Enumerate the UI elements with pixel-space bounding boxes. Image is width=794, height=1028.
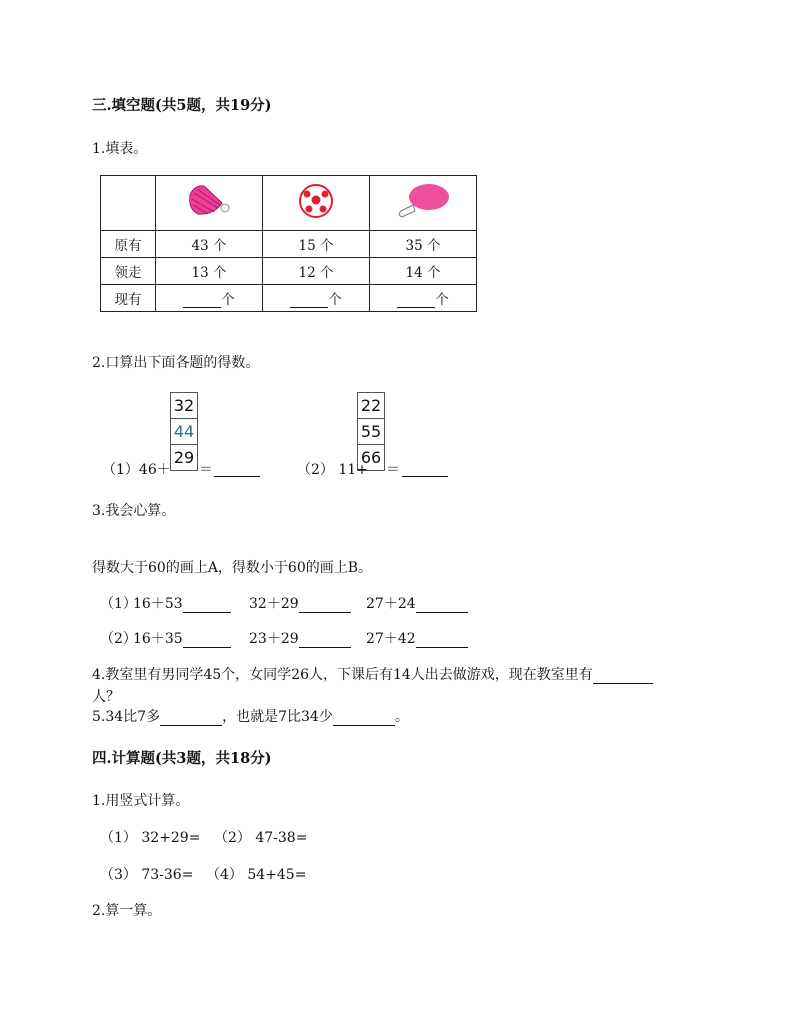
- table-cell: 12 个: [263, 258, 370, 285]
- unit-label: 个: [328, 292, 342, 308]
- answer-cell[interactable]: [370, 285, 477, 312]
- expression-prefix: （2） 11+: [297, 462, 368, 478]
- stack-number: 22: [358, 393, 384, 419]
- badminton-shuttlecock-icon: [184, 181, 234, 221]
- table-header-paddle: [370, 176, 477, 231]
- answer-blank[interactable]: [333, 711, 395, 726]
- expression-item: 27＋24: [366, 593, 468, 613]
- equals-sign: ＝: [386, 462, 400, 478]
- calc-item: （4） 54+45=: [206, 867, 307, 883]
- question-3-instruction: 得数大于60的画上A，得数小于60的画上B。: [92, 560, 373, 576]
- table-row: [101, 285, 477, 312]
- unit-label: 个: [221, 292, 235, 308]
- calc-item: （1） 32+29=: [100, 830, 201, 846]
- row-label: 现有: [101, 285, 156, 312]
- table-row: [101, 258, 477, 285]
- expression-item: 23＋29: [249, 628, 351, 648]
- stack-number: 44: [171, 419, 197, 445]
- table-header-shuttlecock: [156, 176, 263, 231]
- expression-item: 27＋42: [366, 628, 468, 648]
- stack-number: 32: [171, 393, 197, 419]
- section-title: 三.填空题(共5题，共19分): [92, 97, 272, 114]
- question-4-tail: 人？: [92, 689, 120, 705]
- calc-item: （2） 47-38=: [214, 830, 308, 846]
- question-2-prompt: 2.口算出下面各题的得数。: [92, 355, 260, 371]
- answer-blank[interactable]: [416, 598, 468, 613]
- row-label: （2）: [100, 631, 137, 647]
- soccer-ball-icon: [296, 181, 336, 221]
- expression-prefix: （1）46＋: [102, 462, 171, 478]
- question-2-prompt: 2.算一算。: [92, 903, 162, 919]
- calc-item: （3） 73-36=: [100, 867, 194, 883]
- stack-number: 29: [173, 448, 195, 467]
- expression-item: 16＋53: [133, 593, 231, 613]
- number-stack-1: [170, 392, 198, 471]
- stack-number: 66: [360, 448, 382, 467]
- answer-blank[interactable]: [214, 462, 260, 477]
- equals-sign: ＝: [199, 462, 213, 478]
- answer-blank[interactable]: [183, 598, 231, 613]
- answer-blank[interactable]: [183, 633, 231, 648]
- section-title: 四.计算题(共3题，共18分): [92, 750, 272, 767]
- stack-number: 55: [358, 419, 384, 445]
- expression-item: 32＋29: [249, 593, 351, 613]
- question-1-prompt: 1.用竖式计算。: [92, 793, 190, 809]
- answer-blank[interactable]: [416, 633, 468, 648]
- answer-blank[interactable]: [402, 462, 448, 477]
- question-4-text: 4.教室里有男同学45个，女同学26人，下课后有14人出去做游戏，现在教室里有: [92, 664, 653, 684]
- question-3-prompt: 3.我会心算。: [92, 503, 176, 519]
- answer-blank[interactable]: [299, 598, 351, 613]
- question-1-prompt: 1.填表。: [92, 141, 148, 157]
- table-cell: 13 个: [156, 258, 263, 285]
- answer-blank[interactable]: [299, 633, 351, 648]
- answer-blank[interactable]: [160, 711, 222, 726]
- row-label: 原有: [101, 231, 156, 258]
- table-header-ball: [263, 176, 370, 231]
- unit-label: 个: [435, 292, 449, 308]
- table-corner-cell: [101, 176, 156, 231]
- table-cell: 43 个: [156, 231, 263, 258]
- fill-table: [100, 175, 477, 312]
- row-label: 领走: [101, 258, 156, 285]
- table-cell: 14 个: [370, 258, 477, 285]
- table-cell: 15 个: [263, 231, 370, 258]
- expression-item: 16＋35: [133, 628, 231, 648]
- table-row: [101, 231, 477, 258]
- answer-blank[interactable]: [593, 669, 653, 684]
- answer-cell[interactable]: [156, 285, 263, 312]
- row-label: （1）: [100, 596, 137, 612]
- question-5-text: 5.34比7多 ，也就是7比34少 。: [92, 709, 409, 725]
- table-cell: 35 个: [370, 231, 477, 258]
- ping-pong-paddle-icon: [393, 181, 453, 221]
- answer-cell[interactable]: [263, 285, 370, 312]
